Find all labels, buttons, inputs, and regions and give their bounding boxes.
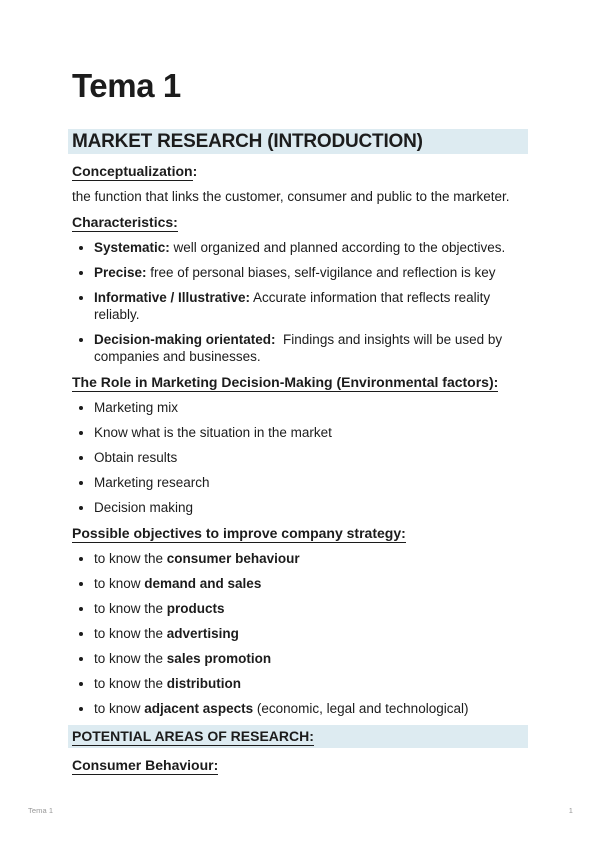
section-heading-market-research: [68, 129, 528, 154]
list-item: • Decision making: [94, 499, 528, 516]
list-item-bold: demand and sales: [144, 576, 262, 591]
subheading-characteristics: [72, 213, 528, 232]
list-item-text: to know the: [94, 651, 167, 666]
list-item-text: well organized and planned according to the objectives.: [169, 240, 506, 255]
list-item-bold: distribution: [166, 676, 242, 691]
section-heading-text: POTENTIAL AREAS OF RESEARCH:: [72, 728, 314, 744]
list-item: [94, 675, 528, 692]
list-item: • Obtain results: [94, 449, 528, 466]
list-item-text: to know: [94, 701, 145, 716]
subheading-underlined-text: Characteristics:: [72, 214, 178, 230]
subheading-underlined-text: Possible objectives to improve company strategy:: [72, 525, 406, 541]
list-item-text: Findings and insights will be used by companies and businesses.: [94, 332, 503, 364]
objectives-list: [72, 550, 528, 717]
conceptualization-body: the function that links the customer, consumer and public to the marketer.: [72, 189, 510, 204]
list-item-bold: adjacent aspects: [144, 701, 254, 716]
list-item: [94, 550, 528, 567]
list-item: [94, 331, 528, 365]
list-item: [94, 239, 528, 256]
subheading-colon: :: [192, 163, 198, 179]
list-item-bold: Informative / Illustrative:: [94, 290, 251, 305]
list-item-bold: consumer behaviour: [166, 551, 300, 566]
list-item-bold: Systematic:: [94, 240, 170, 255]
subheading-consumer-behaviour: [72, 756, 528, 775]
list-item-text: to know: [94, 576, 145, 591]
list-item-bold: products: [166, 601, 225, 616]
list-item: [94, 575, 528, 592]
section-heading-text: MARKET RESEARCH (INTRODUCTION): [72, 131, 423, 152]
subheading-underlined-text: Conceptualization: [72, 163, 193, 179]
list-item: [94, 625, 528, 642]
list-item: • Marketing research: [94, 474, 528, 491]
footer-page-number: 1: [568, 806, 573, 815]
list-item-text: Accurate information that reflects reality reliably.: [94, 290, 491, 322]
subheading-objectives: [72, 524, 528, 543]
list-item-text: to know the: [94, 551, 167, 566]
subheading-underlined-text: The Role in Marketing Decision-Making (Environmental factors):: [72, 374, 499, 390]
list-item-bold: Precise:: [94, 265, 147, 280]
characteristics-list: [72, 239, 528, 365]
list-item: [94, 700, 528, 717]
list-item-bold: advertising: [166, 626, 239, 641]
subheading-conceptualization: [72, 162, 528, 181]
page-footer: [28, 806, 573, 815]
list-item: • Know what is the situation in the market: [94, 424, 528, 441]
subheading-underlined-text: Consumer Behaviour:: [72, 757, 219, 773]
list-item-text: to know the: [94, 601, 167, 616]
list-item-text: free of personal biases, self-vigilance and reflection is key: [146, 265, 496, 280]
list-item-text: (economic, legal and technological): [253, 701, 469, 716]
list-item-text: to know the: [94, 676, 167, 691]
list-item: • Marketing mix: [94, 399, 528, 416]
list-item-text: to know the: [94, 626, 167, 641]
section-heading-potential-areas: [68, 725, 528, 748]
list-item-bold: Decision-making orientated:: [94, 332, 276, 347]
subheading-role-marketing: [72, 373, 528, 392]
footer-document-title: Tema 1: [28, 806, 54, 815]
list-item: [94, 264, 528, 281]
role-list: [72, 399, 528, 516]
list-item: [94, 600, 528, 617]
list-item: [94, 289, 528, 323]
list-item: [94, 650, 528, 667]
list-item-bold: sales promotion: [166, 651, 272, 666]
page-title: Tema 1: [72, 67, 181, 104]
